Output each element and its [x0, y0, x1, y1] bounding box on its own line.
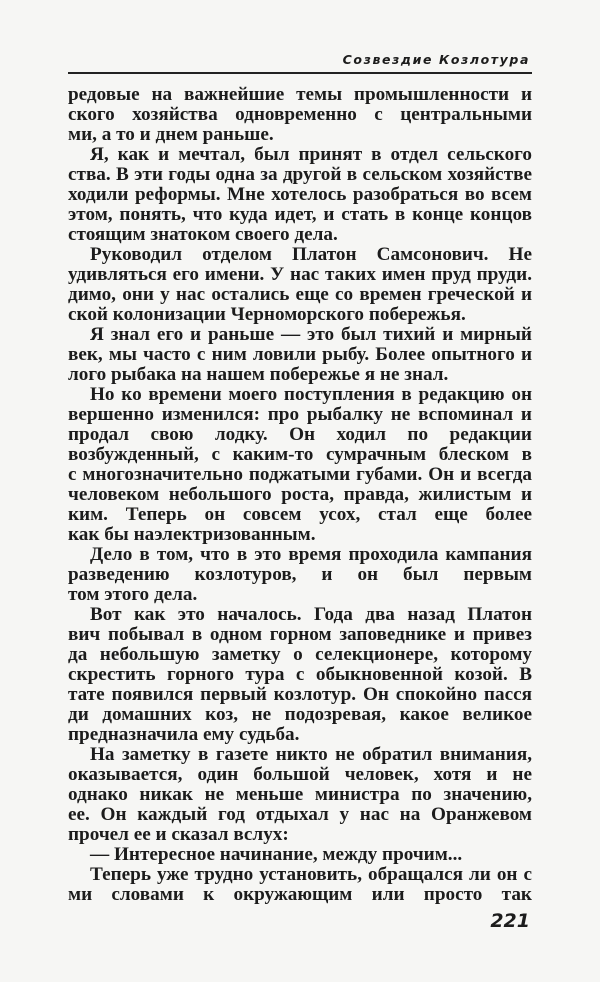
text-line: век, мы часто с ним ловили рыбу. Более опытного и: [68, 345, 532, 365]
text-line: Дело в том, что в это время проходила кампания: [90, 545, 532, 565]
text-line: редовые на важнейшие темы промышленности и: [68, 85, 532, 105]
text-line: Вот как это началось. Года два назад Платон: [90, 605, 532, 625]
text-line: вершенно изменился: про рыбалку не вспоминал и: [68, 405, 532, 425]
text-line: как бы наэлектризованным.: [68, 525, 316, 545]
text-line: вич побывал в одном горном заповеднике и привез: [68, 625, 532, 645]
text-line: оказывается, один большой человек, хотя и не: [68, 765, 532, 785]
text-line: ее. Он каждый год отдыхал у нас на Оранжевом: [68, 805, 532, 825]
text-line: разведению козлотуров, и он был первым: [68, 565, 532, 585]
page-number: 221: [490, 910, 530, 932]
text-line: ми, а то и днем раньше.: [68, 125, 274, 145]
text-line: с многозначительно поджатыми губами. Он и всегда: [68, 465, 532, 485]
text-line: ми словами к окружающим или просто так: [68, 885, 532, 905]
text-line: однако никак не меньше министра по значению,: [68, 785, 532, 805]
running-header: [68, 52, 532, 74]
page-body-text: [68, 85, 532, 905]
text-line: Но ко времени моего поступления в редакцию он: [90, 385, 532, 405]
text-line: том этого дела.: [68, 585, 198, 605]
text-line: Я, как и мечтал, был принят в отдел сельского: [90, 145, 532, 165]
text-line: прочел ее и сказал вслух:: [68, 825, 289, 845]
running-header-title: Созвездие Козлотура: [342, 52, 530, 67]
text-line: ства. В эти годы одна за другой в сельском хозяйстве: [68, 165, 532, 185]
text-line: возбужденный, с каким-то сумрачным блеском в: [68, 445, 532, 465]
text-line: На заметку в газете никто не обратил внимания,: [90, 745, 532, 765]
text-line: Руководил отделом Платон Самсонович. Не: [90, 245, 532, 265]
text-line: ди домашних коз, не подозревая, какое великое: [68, 705, 532, 725]
text-line: человеком небольшого роста, правда, жилистым и: [68, 485, 532, 505]
text-line: продал свою лодку. Он ходил по редакции: [68, 425, 532, 445]
text-line: ской колонизации Черноморского побережья.: [68, 305, 466, 325]
text-line: ского хозяйства одновременно с центральными: [68, 105, 532, 125]
text-line: димо, они у нас остались еще со времен греческой и: [68, 285, 532, 305]
text-line: этом, понять, что куда идет, и стать в конце концов: [68, 205, 532, 225]
text-line: скрестить горного тура с обыкновенной козой. В: [68, 665, 532, 685]
text-line: Я знал его и раньше — это был тихий и мирный: [90, 325, 532, 345]
text-line: ким. Теперь он совсем усох, стал еще более: [68, 505, 532, 525]
text-line: лого рыбака на нашем побережье я не знал.: [68, 365, 449, 385]
text-line: тате появился первый козлотур. Он спокойно пасся: [68, 685, 532, 705]
text-line: ходили реформы. Мне хотелось разобраться во всем: [68, 185, 532, 205]
text-line: Теперь уже трудно установить, обращался ли он с: [90, 865, 532, 885]
text-line: стоящим знатоком своего дела.: [68, 225, 338, 245]
text-line: да небольшую заметку о селекционере, которому: [68, 645, 532, 665]
text-line: удивляться его имени. У нас таких имен пруд пруди.: [68, 265, 532, 285]
text-line: — Интересное начинание, между прочим...: [90, 845, 463, 865]
text-line: предназначила ему судьба.: [68, 725, 300, 745]
